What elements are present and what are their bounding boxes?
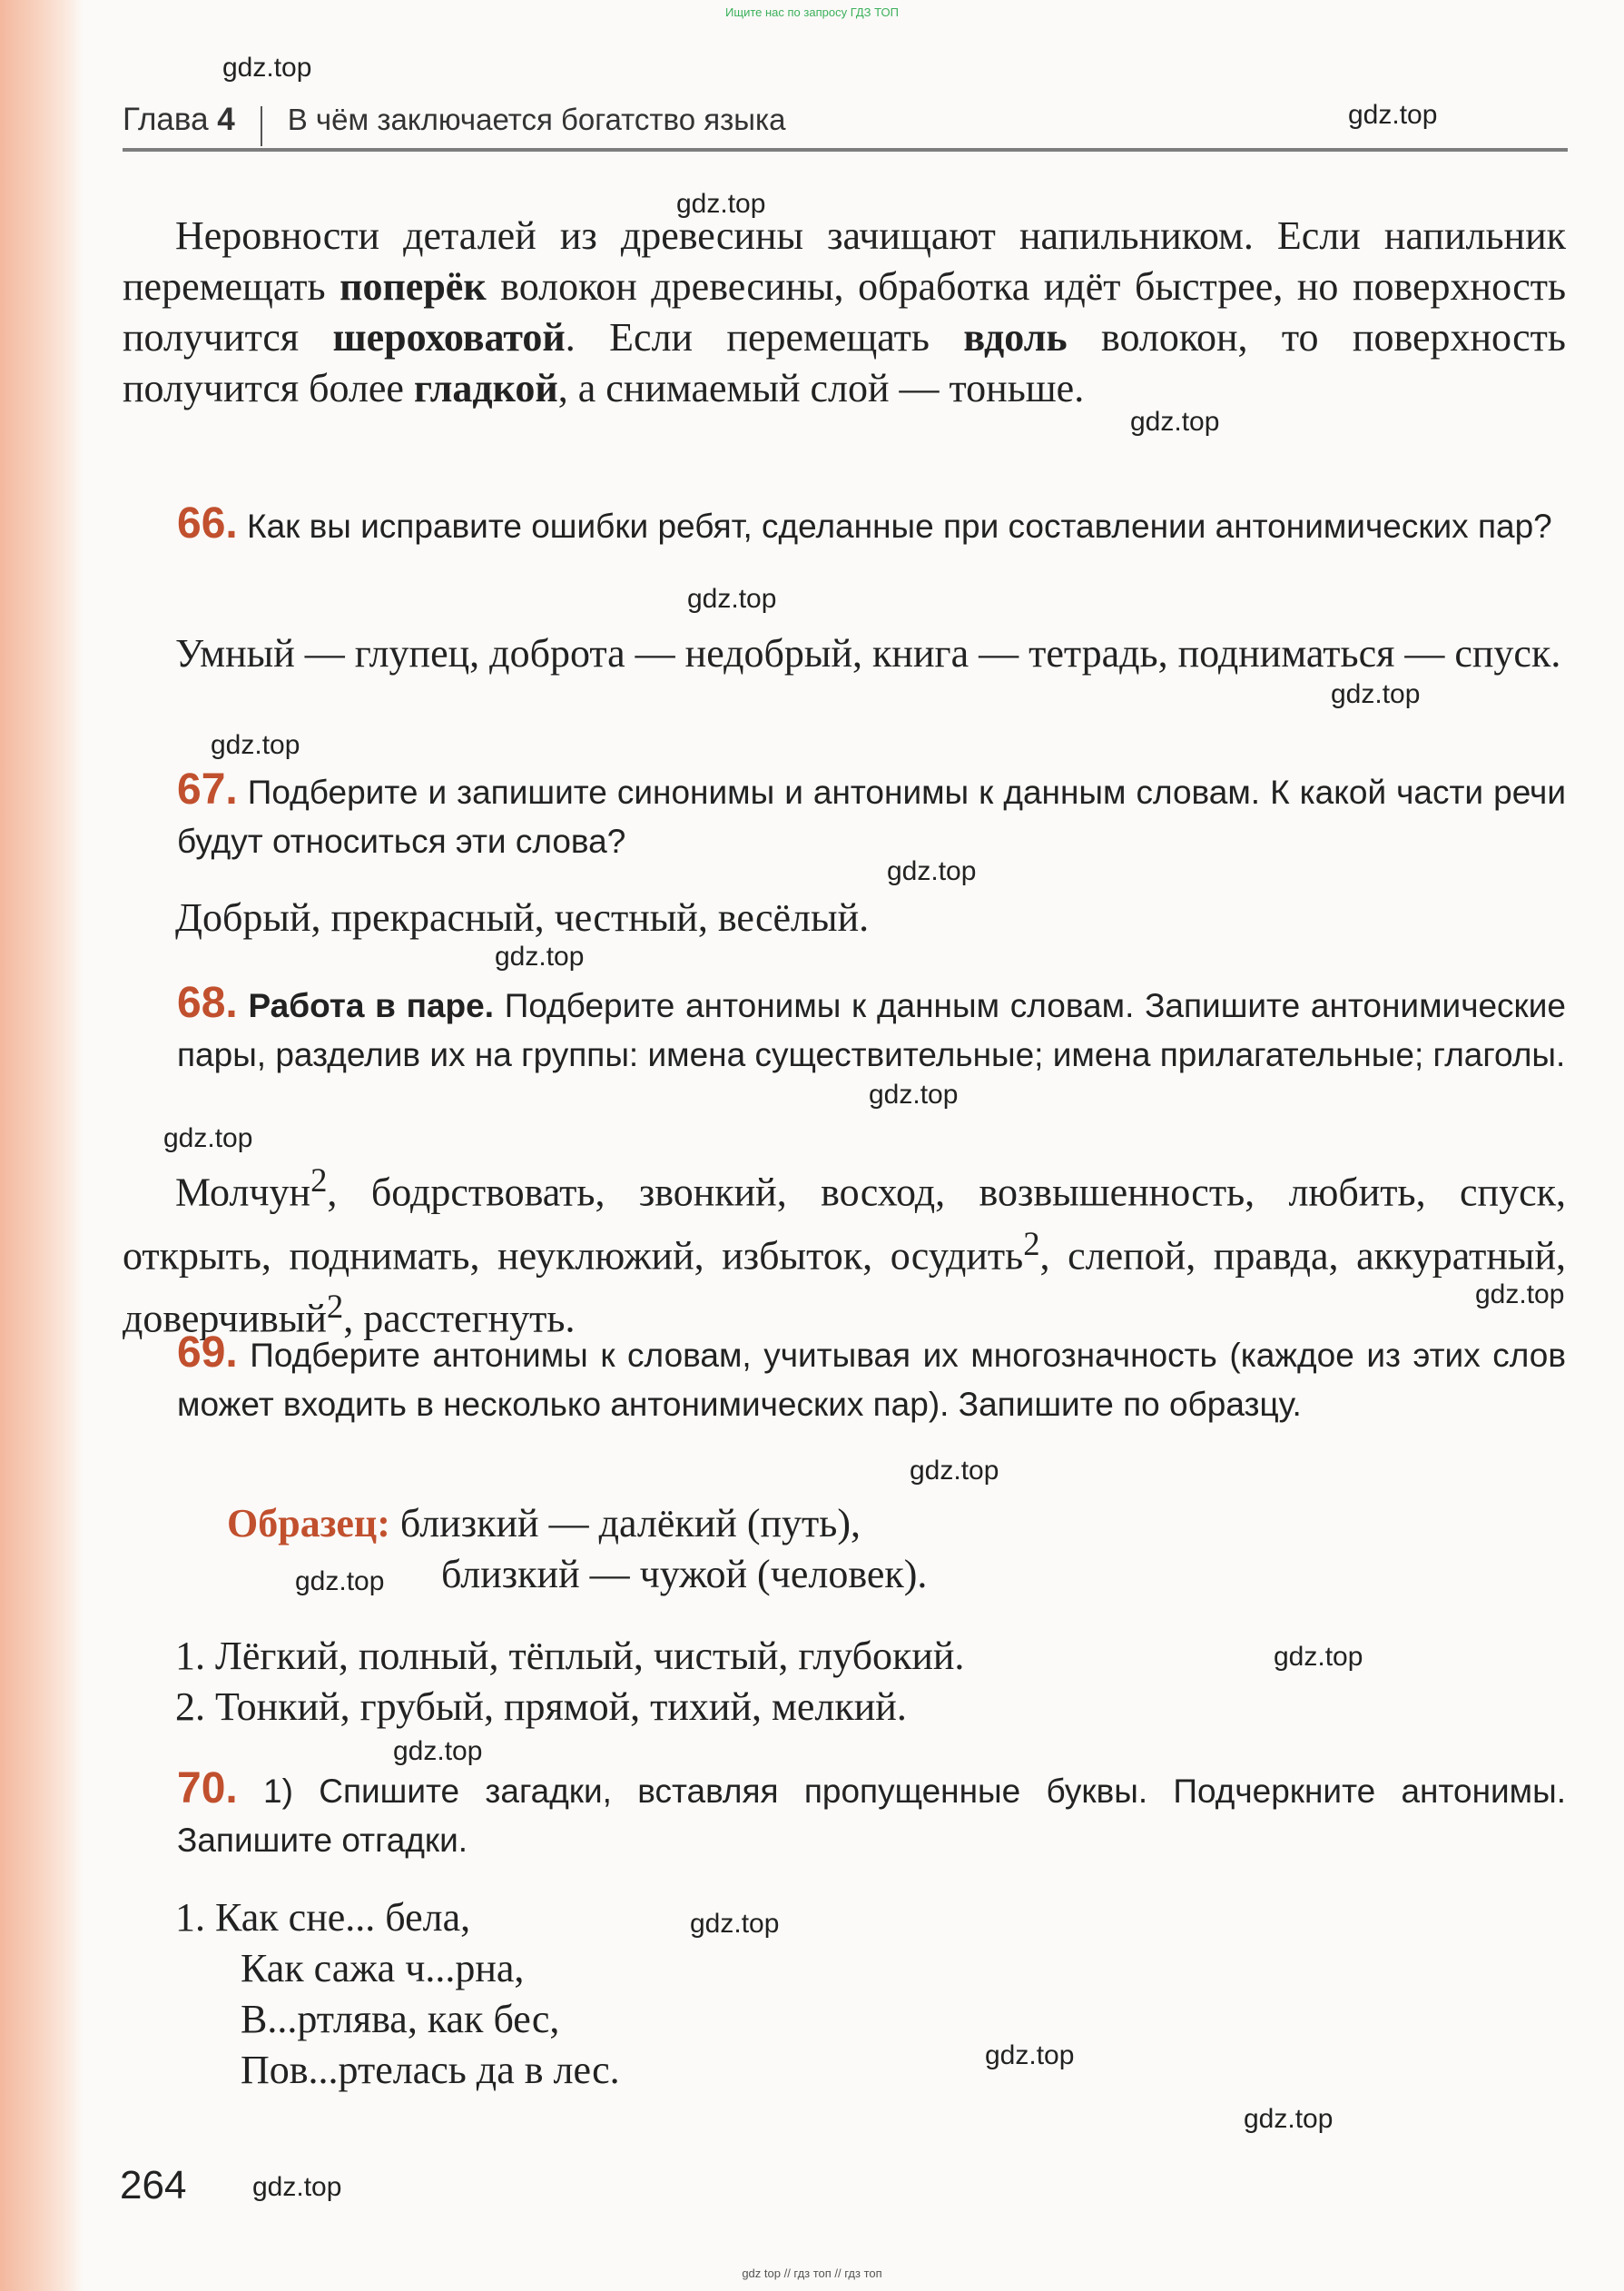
intro-paragraph: Неровности деталей из древесины зачищают напильником. Если напильник перемещать поперёк волокон древесины, обработка идёт быстрее, но поверхность получится шероховатой. Если перемещать вдоль волокон, то поверхность получится более гладкой, а снимаемый слой — тоньше.	[123, 213, 1567, 410]
watermark: gdz.top	[1331, 679, 1421, 709]
exercise-66-text: Умный — глупец, доброта — недобрый, книга — тетрадь, подниматься — спуск.	[175, 631, 1561, 676]
watermark: gdz.top	[495, 942, 585, 972]
watermark: gdz.top	[985, 2040, 1075, 2070]
watermark: gdz.top	[1274, 1642, 1363, 1672]
exercise-67-task: 67. Подберите и запишите синонимы и антонимы к данным словам. К какой части речи будут относиться эти слова?	[177, 765, 1567, 860]
watermark: gdz.top	[1130, 407, 1220, 437]
watermark: gdz.top	[252, 2172, 342, 2202]
pair-work-label: Работа в паре.	[248, 987, 495, 1024]
exercise-number: 67.	[177, 765, 238, 814]
chapter-label: Глава 4	[123, 102, 235, 137]
watermark: gdz.top	[910, 1456, 999, 1486]
watermark: gdz.top	[687, 584, 777, 614]
top-note: Ищите нас по запросу ГДЗ ТОП	[725, 5, 899, 19]
watermark: gdz.top	[887, 856, 977, 886]
header-separator	[261, 106, 262, 146]
sample-label: Образец:	[227, 1501, 390, 1545]
exercise-69-task: 69. Подберите антонимы к словам, учитывая их многозначность (каждое из этих слов может входить в несколько антонимических пар). Запишите по образцу.	[177, 1328, 1566, 1423]
exercise-68-task: 68. Работа в паре. Подберите антонимы к данным словам. Запишите антонимические пары, разделив их на группы: имена существительные; имена прилагательные; глаголы.	[177, 979, 1566, 1073]
exercise-67-text: Добрый, прекрасный, честный, весёлый.	[175, 895, 870, 940]
exercise-number: 68.	[177, 979, 238, 1027]
bottom-note: gdz top // гдз топ // гдз топ	[742, 2266, 882, 2280]
page-number: 264	[120, 2163, 187, 2207]
exercise-number: 66.	[177, 499, 238, 548]
chapter-title: В чём заключается богатство языка	[287, 103, 786, 136]
watermark: gdz.top	[1348, 100, 1438, 130]
watermark: gdz.top	[1244, 2104, 1334, 2134]
watermark: gdz.top	[295, 1566, 385, 1596]
watermark: gdz.top	[211, 730, 300, 760]
watermark: gdz.top	[676, 189, 766, 219]
exercise-66-task: 66. Как вы исправите ошибки ребят, сделанные при составлении антонимических пар?	[177, 499, 1552, 548]
exercise-70-task: 70. 1) Спишите загадки, вставляя пропущенные буквы. Подчеркните антонимы. Запишите отгадки.	[177, 1764, 1566, 1859]
page-edge-strip	[0, 0, 84, 2291]
watermark: gdz.top	[163, 1123, 253, 1153]
exercise-69-lines: 1. Лёгкий, полный, тёплый, чистый, глубокий. 2. Тонкий, грубый, прямой, тихий, мелкий.	[175, 1634, 965, 1729]
watermark: gdz.top	[869, 1080, 959, 1110]
watermark: gdz.top	[393, 1736, 483, 1766]
exercise-number: 69.	[177, 1328, 238, 1377]
exercise-69-sample: Образец: близкий — далёкий (путь), близкий — чужой (человек).	[227, 1501, 928, 1596]
watermark: gdz.top	[1475, 1279, 1565, 1309]
exercise-number: 70.	[177, 1764, 238, 1812]
exercise-68-words: Молчун$^2$, бодрствовать, звонкий, восход, возвышенность, любить, спуск, открыть, поднимать, неуклюжий, избыток, осудить$^2$, слепой, правда, аккуратный, доверчивый$^2$, расстегнуть.	[123, 1161, 1567, 1341]
watermark: gdz.top	[222, 53, 312, 83]
header-rule	[123, 148, 1568, 152]
riddle-1: 1. Как сне... бела, Как сажа ч...рна, В...ртлява, как бес, Пов...ртелась да в лес.	[175, 1895, 620, 2092]
watermark: gdz.top	[690, 1909, 780, 1939]
